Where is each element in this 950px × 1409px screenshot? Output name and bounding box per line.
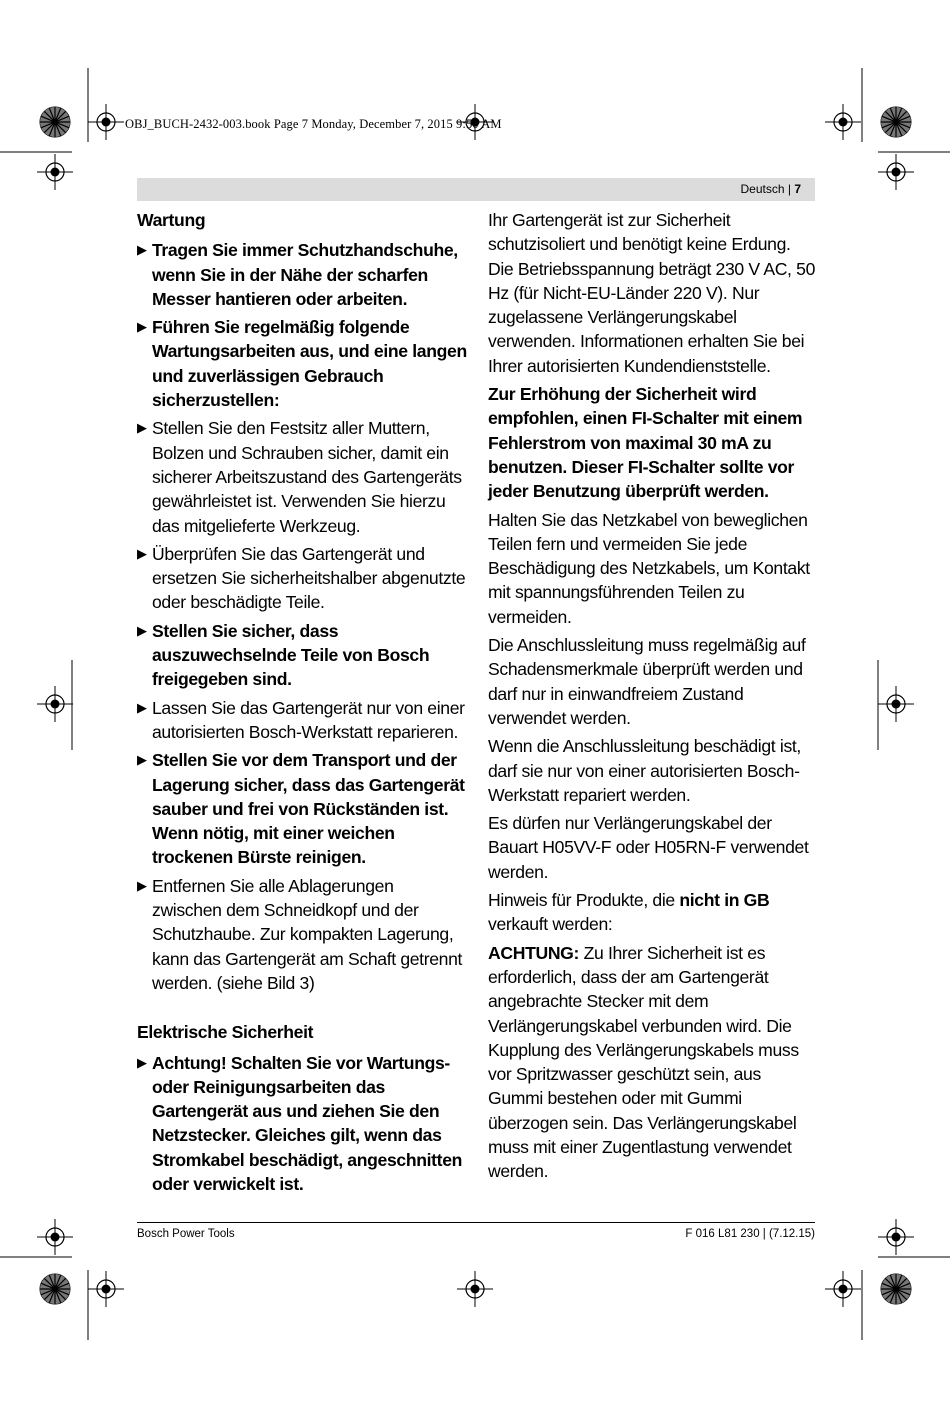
paragraph: Halten Sie das Netzkabel von beweglichen Teilen fern und vermeiden Sie jede Beschädigung des Netzkabels, um Kontakt mit spannungsführenden Teilen zu vermeiden. xyxy=(488,509,810,627)
section-title-elektrische-sicherheit: Elektrische Sicherheit xyxy=(137,1022,314,1043)
page-number: 7 xyxy=(794,182,801,196)
footer-doc-id: F 016 L81 230 | (7.12.15) xyxy=(685,1228,815,1240)
paragraph: Ihr Gartengerät ist zur Sicherheit schutzisoliert und benötigt keine Erdung. Die Betriebsspannung beträgt 230 V AC, 50 Hz (für Nicht-EU-Länder 220 V). Nur zugelassene Verlängerungskabel verwenden. Informationen erhalten Sie bei Ihrer autorisierten Kundendienststelle. xyxy=(488,210,816,376)
bullet-arrow-icon: ▶ xyxy=(137,242,147,258)
bullet-arrow-icon: ▶ xyxy=(137,319,147,335)
paragraph: Die Anschlussleitung muss regelmäßig auf Schadensmerkmale überprüft werden und darf nur in einwandfreiem Zustand verwendet werden. xyxy=(488,635,806,728)
paragraph: Wenn die Anschlussleitung beschädigt ist, darf sie nur von einer autorisierten Bosch-Werkstatt repariert werden. xyxy=(488,736,801,805)
right-column xyxy=(488,208,818,1188)
header-separator: | xyxy=(784,182,795,196)
header-language: Deutsch xyxy=(740,182,785,196)
bullet-arrow-icon: ▶ xyxy=(137,545,147,561)
paragraph-warning: Zur Erhöhung der Sicherheit wird empfohlen, einen FI-Schalter mit einem Fehlerstrom von maximal 30 mA zu benutzen. Dieser FI-Schalter sollte vor jeder Benutzung überprüft werden. xyxy=(488,384,803,502)
page-header-bar xyxy=(137,178,815,201)
bullet-arrow-icon: ▶ xyxy=(137,622,147,638)
bullet-arrow-icon: ▶ xyxy=(137,1054,147,1070)
list-item: ▶ Stellen Sie vor dem Transport und der Lagerung sicher, dass das Gartengerät sauber und frei von Rückständen ist. Wenn nötig, mit einer weichen trockenen Bürste reinigen. xyxy=(137,750,465,868)
list-item: ▶ Führen Sie regelmäßig folgende Wartungsarbeiten aus, und eine langen und zuverlässigen Gebrauch sicherzustellen: xyxy=(137,317,467,411)
bullet-arrow-icon: ▶ xyxy=(137,752,147,768)
list-item: ▶ Achtung! Schalten Sie vor Wartungs- oder Reinigungsarbeiten das Gartengerät aus und ziehen Sie den Netzstecker. Gleiches gilt, wenn das Stromkabel beschädigt, angeschnitten oder verwickelt ist. xyxy=(137,1052,463,1194)
list-item: ▶ Lassen Sie das Gartengerät nur von einer autorisierten Bosch-Werkstatt reparieren. xyxy=(137,697,465,742)
left-column xyxy=(137,208,467,1200)
section-title-wartung: Wartung xyxy=(137,210,206,230)
footer-publisher: Bosch Power Tools xyxy=(137,1228,235,1240)
bullet-arrow-icon: ▶ xyxy=(137,420,147,436)
list-item: ▶ Überprüfen Sie das Gartengerät und ersetzen Sie sicherheitshalber abgenutzte oder beschädigte Teile. xyxy=(137,543,466,613)
list-item: ▶ Entfernen Sie alle Ablagerungen zwischen dem Schneidkopf und der Schutzhaube. Zur kompakten Lagerung, kann das Gartengerät am Schaft getrennt werden. (siehe Bild 3) xyxy=(137,875,463,993)
list-item: ▶ Tragen Sie immer Schutzhandschuhe, wenn Sie in der Nähe der scharfen Messer hantieren oder arbeiten. xyxy=(137,240,458,309)
paragraph-note: Hinweis für Produkte, die nicht in GB verkauft werden: xyxy=(488,890,770,935)
bullet-arrow-icon: ▶ xyxy=(137,877,147,893)
paragraph-achtung: ACHTUNG: Zu Ihrer Sicherheit ist es erforderlich, dass der am Gartengerät angebrachte Stecker mit dem Verlängerungskabel verbunden wird. Die Kupplung des Verlängerungskabels muss vor Spritzwasser geschützt sein, aus Gummi bestehen oder mit Gummi überzogen sein. Das Verlängerungskabel muss mit einer Zugentlastung verwendet werden. xyxy=(488,942,799,1182)
page-header xyxy=(740,182,801,196)
book-info-line: OBJ_BUCH-2432-003.book Page 7 Monday, December 7, 2015 9:50 AM xyxy=(125,117,502,131)
bullet-arrow-icon: ▶ xyxy=(137,699,147,715)
paragraph: Es dürfen nur Verlängerungskabel der Bauart H05VV-F oder H05RN-F verwendet werden. xyxy=(488,813,809,882)
footer-divider xyxy=(137,1222,815,1223)
list-item: ▶ Stellen Sie den Festsitz aller Muttern, Bolzen und Schrauben sicher, damit ein sicherer Arbeitszustand des Gartengeräts gewährleistet ist. Verwenden Sie hierzu das mitgelieferte Werkzeug. xyxy=(137,418,462,536)
list-item: ▶ Stellen Sie sicher, dass auszuwechselnde Teile von Bosch freigegeben sind. xyxy=(137,620,430,690)
